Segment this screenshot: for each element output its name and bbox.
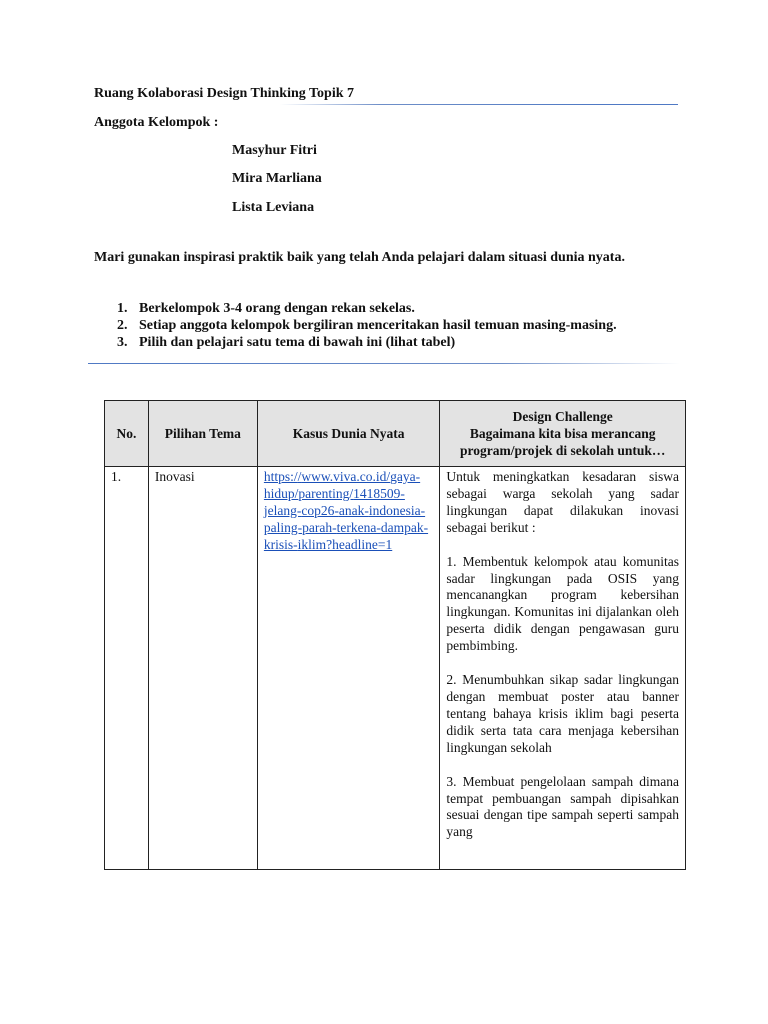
intro-paragraph: Mari gunakan inspirasi praktik baik yang telah Anda pelajari dalam situasi dunia nyata. <box>94 250 625 265</box>
team-member: Lista Leviana <box>232 200 315 215</box>
instruction-list <box>117 300 617 351</box>
header-theme: Pilihan Tema <box>148 401 257 467</box>
table-row <box>105 467 686 870</box>
row-number: 1. <box>105 467 149 870</box>
title-divider <box>280 104 678 105</box>
instruction-item: 3. Pilih dan pelajari satu tema di bawah ini (lihat tabel) <box>117 335 456 350</box>
row-challenge <box>440 467 686 870</box>
header-no: No. <box>105 401 149 467</box>
challenge-paragraph: 1. Membentuk kelompok atau komunitas sadar lingkungan pada OSIS yang mencanangkan program kebersihan lingkungan. Komunitas ini dijalankan oleh peserta didik dengan pengawasan guru pembimbing. <box>446 553 679 654</box>
team-member: Mira Marliana <box>232 171 322 186</box>
instruction-item: 1. Berkelompok 3-4 orang dengan rekan sekelas. <box>117 301 415 316</box>
challenge-paragraph: Untuk meningkatkan kesadaran siswa sebagai warga sekolah yang sadar lingkungan dapat dilakukan inovasi sebagai berikut : <box>446 469 679 535</box>
header-challenge-subtitle: Bagaimana kita bisa merancang program/projek di sekolah untuk… <box>459 426 666 458</box>
header-challenge-title: Design Challenge <box>512 409 613 424</box>
challenge-paragraph: 2. Menumbuhkan sikap sadar lingkungan dengan membuat poster atau banner tentang bahaya krisis iklim bagi peserta didik serta tata cara menjaga kebersihan lingkungan sekolah <box>446 672 679 755</box>
theme-table <box>104 400 686 870</box>
team-member: Masyhur Fitri <box>232 143 317 158</box>
team-label: Anggota Kelompok : <box>94 115 219 130</box>
header-challenge <box>440 401 686 467</box>
document-title: Ruang Kolaborasi Design Thinking Topik 7 <box>94 86 355 101</box>
challenge-paragraph: 3. Membuat pengelolaan sampah dimana tempat pembuangan sampah dipisahkan sesuai dengan tipe sampah seperti sampah yang <box>446 773 679 840</box>
challenge-text <box>440 467 685 869</box>
table-header-row <box>105 401 686 467</box>
row-theme: Inovasi <box>148 467 257 870</box>
section-divider <box>88 363 680 364</box>
row-case <box>257 467 439 870</box>
header-case: Kasus Dunia Nyata <box>257 401 439 467</box>
instruction-item: 2. Setiap anggota kelompok bergiliran menceritakan hasil temuan masing-masing. <box>117 318 617 333</box>
case-link[interactable]: https://www.viva.co.id/gaya-hidup/parenting/1418509-jelang-cop26-anak-indonesia-paling-parah-terkena-dampak-krisis-iklim?headline=1 <box>263 469 429 552</box>
